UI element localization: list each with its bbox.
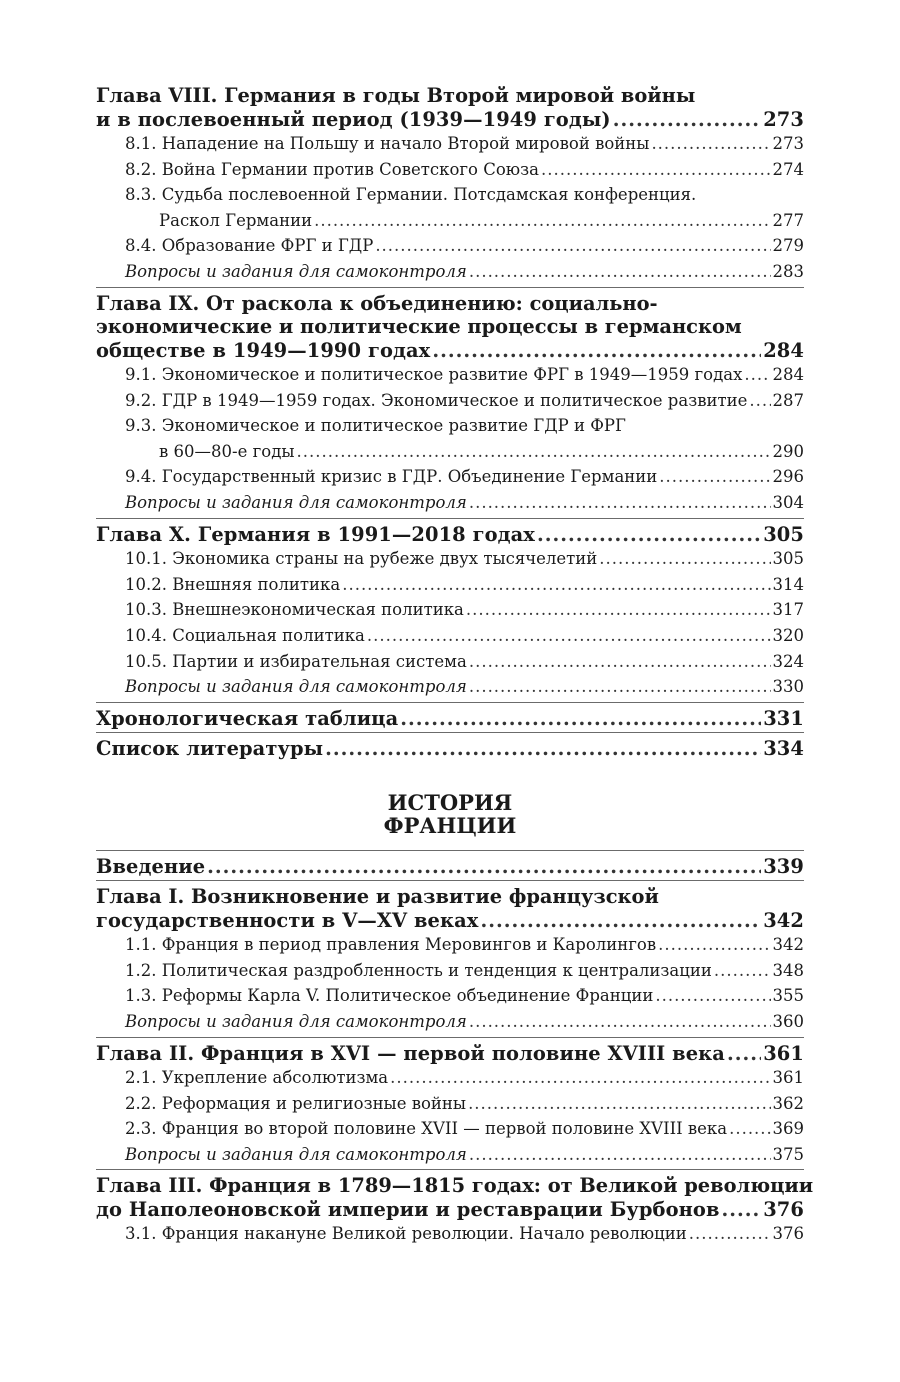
section-title: 8.2. Война Германии против Советского Союза [125,159,539,179]
toc-section[interactable] [96,1221,804,1247]
questions-label: Вопросы и задания для самоконтроля [125,493,467,513]
section-title: 9.2. ГДР в 1949—1959 годах. Экономическое и политическое развитие [125,390,748,410]
chapter-title-line: до Наполеоновской империи и реставрации Бурбонов [96,1197,720,1221]
chapter-title-line: экономические и политические процессы в германском [96,315,742,339]
leader-dots [469,674,771,700]
part-heading [96,791,804,837]
section-title: 1.2. Политическая раздробленность и тенденция к централизации [125,960,712,980]
page-number: 342 [772,935,804,955]
leader-dots [744,362,770,388]
chapter-title-line: Глава I. Возникновение и развитие французской [96,885,659,909]
toc-section[interactable] [96,439,804,465]
section-title: 1.1. Франция в период правления Меровингов и Каролингов [125,935,657,955]
table-of-contents [96,84,814,1247]
leader-dots [599,546,770,572]
leader-dots [466,597,771,623]
page-number: 284 [772,365,804,385]
toc-section[interactable] [96,208,804,234]
leader-dots [541,157,771,183]
leader-dots [658,932,770,958]
section-title: 2.1. Укрепление абсолютизма [125,1068,389,1088]
introduction-entry-block [96,850,804,879]
page-number: 331 [763,706,804,730]
part-heading-line: ИСТОРИЯ [387,789,513,815]
section-title: 3.1. Франция накануне Великой революции. Начало революции [125,1224,687,1244]
leader-dots [375,233,770,259]
toc-section[interactable] [96,233,804,259]
toc-questions[interactable] [96,674,804,700]
france-chapter-3 [96,1169,814,1247]
section-title: Раскол Германии [159,210,313,230]
leader-dots [722,1198,762,1222]
leader-dots [727,1042,761,1066]
part-heading-line: ФРАНЦИИ [383,812,517,838]
leader-dots [655,983,770,1009]
page-number: 361 [763,1041,804,1065]
leader-dots [469,490,771,516]
toc-section[interactable] [96,1116,804,1142]
page-number: 317 [772,600,804,620]
chapter-title-line: и в послевоенный период (1939—1949 годы) [96,107,611,131]
toc-entry[interactable] [96,108,804,132]
toc-section[interactable] [96,649,804,675]
toc-section[interactable] [96,464,804,490]
leader-dots [469,1009,771,1035]
page-number: 305 [763,522,804,546]
section-title: 10.5. Партии и избирательная система [125,651,467,671]
chapter-title-line: Глава III. Франция в 1789—1815 годах: от Великой революции [96,1174,814,1198]
page-number: 290 [772,441,804,461]
chapter-title: Глава X. Германия в 1991—2018 годах [96,522,535,546]
section-title: 2.3. Франция во второй половине XVII — первой половине XVIII века [125,1119,728,1139]
leader-dots [390,1065,770,1091]
chapter-10 [96,518,804,700]
toc-questions[interactable] [96,259,804,285]
leader-dots [432,339,761,363]
leader-dots [469,649,771,675]
page-number: 324 [772,651,804,671]
chronology-entry-block [96,702,804,731]
entry-title: Введение [96,854,206,878]
page-number: 369 [772,1119,804,1139]
toc-section[interactable] [96,932,804,958]
chapter-9 [96,287,804,516]
entry-title: Список литературы [96,737,324,761]
leader-dots [469,259,771,285]
page-number: 376 [772,1224,804,1244]
toc-section[interactable] [96,157,804,183]
leader-dots [480,909,761,933]
questions-label: Вопросы и задания для самоконтроля [125,261,467,281]
toc-questions[interactable] [96,490,804,516]
toc-entry[interactable] [96,707,804,731]
leader-dots [729,1116,770,1142]
france-chapter-1 [96,880,804,1034]
chapter-title-line: обществе в 1949—1990 годах [96,338,431,362]
page-number: 330 [772,677,804,697]
leader-dots [325,737,761,761]
leader-dots [651,131,770,157]
toc-entry[interactable] [96,339,804,363]
section-title: в 60—80-е годы [159,441,295,461]
toc-entry[interactable] [96,855,804,879]
page-number: 273 [763,107,804,131]
france-chapter-2 [96,1037,804,1168]
leader-dots [400,707,761,731]
questions-label: Вопросы и задания для самоконтроля [125,1144,467,1164]
page-number: 296 [772,467,804,487]
page-number: 284 [763,338,804,362]
page-number: 339 [763,854,804,878]
page-number: 287 [772,390,804,410]
toc-section[interactable] [96,958,804,984]
toc-section[interactable] [96,623,804,649]
page-number: 305 [772,549,804,569]
leader-dots [714,958,771,984]
section-title-line: 9.3. Экономическое и политическое развитие ГДР и ФРГ [125,416,626,436]
leader-dots [537,523,761,547]
leader-dots [659,464,770,490]
toc-section[interactable] [96,546,804,572]
page-number: 273 [772,134,804,153]
leader-dots [468,1091,770,1117]
chapter-title: Глава II. Франция в XVI — первой половине XVIII века [96,1041,725,1065]
section-title: 10.3. Внешнеэкономическая политика [125,600,464,620]
page-number: 304 [772,493,804,513]
chapter-8 [96,84,804,285]
toc-section[interactable] [96,983,804,1009]
section-title: 2.2. Реформация и религиозные войны [125,1093,467,1113]
toc-questions[interactable] [96,1009,804,1035]
page-number: 355 [772,986,804,1006]
toc-section[interactable] [96,388,804,414]
chapter-title-line: государственности в V—XV веках [96,908,479,932]
toc-section[interactable] [96,597,804,623]
page-number: 360 [772,1011,804,1031]
toc-section[interactable] [96,1091,804,1117]
page-number: 274 [772,159,804,179]
toc-section[interactable] [96,1065,804,1091]
chapter-title-line: Глава VIII. Германия в годы Второй мировой войны [96,84,696,107]
entry-title: Хронологическая таблица [96,706,399,730]
toc-entry[interactable] [96,523,804,547]
page-number: 342 [763,908,804,932]
section-title: 10.4. Социальная политика [125,625,365,645]
toc-section[interactable] [96,362,804,388]
questions-label: Вопросы и задания для самоконтроля [125,1011,467,1031]
literature-entry-block [96,732,804,761]
section-title: 9.4. Государственный кризис в ГДР. Объединение Германии [125,467,658,487]
page-number: 314 [772,574,804,594]
chapter-title-line: Глава IX. От раскола к объединению: социально- [96,291,658,315]
page-number: 283 [772,261,804,281]
toc-entry[interactable] [96,1198,804,1222]
page-number: 348 [772,960,804,980]
leader-dots [613,108,762,132]
page-number: 279 [772,236,804,256]
toc-section[interactable] [96,131,804,157]
section-title: 10.2. Внешняя политика [125,574,341,594]
toc-questions[interactable] [96,1142,804,1168]
page-number: 334 [763,737,804,761]
page-number: 362 [772,1093,804,1113]
leader-dots [689,1221,771,1247]
section-title: 8.4. Образование ФРГ и ГДР [125,236,374,256]
section-title: 1.3. Реформы Карла V. Политическое объединение Франции [125,986,654,1006]
toc-entry[interactable] [96,909,804,933]
questions-label: Вопросы и задания для самоконтроля [125,677,467,697]
page-number: 375 [772,1144,804,1164]
section-title: 9.1. Экономическое и политическое развитие ФРГ в 1949—1959 годах [125,365,743,385]
leader-dots [469,1142,771,1168]
section-title-line: 8.3. Судьба послевоенной Германии. Потсдамская конференция. [125,185,697,205]
toc-entry[interactable] [96,1042,804,1066]
leader-dots [314,208,770,234]
section-title: 10.1. Экономика страны на рубеже двух тысячелетий [125,549,598,569]
toc-entry[interactable] [96,737,804,761]
section-title: 8.1. Нападение на Польшу и начало Второй мировой войны [125,134,650,153]
leader-dots [296,439,770,465]
leader-dots [367,623,771,649]
toc-section[interactable] [96,572,804,598]
page-number: 361 [772,1068,804,1088]
leader-dots [342,572,770,598]
page-number: 376 [763,1197,804,1221]
page-number: 320 [772,625,804,645]
leader-dots [207,855,761,879]
leader-dots [749,388,770,414]
page-number: 277 [772,210,804,230]
